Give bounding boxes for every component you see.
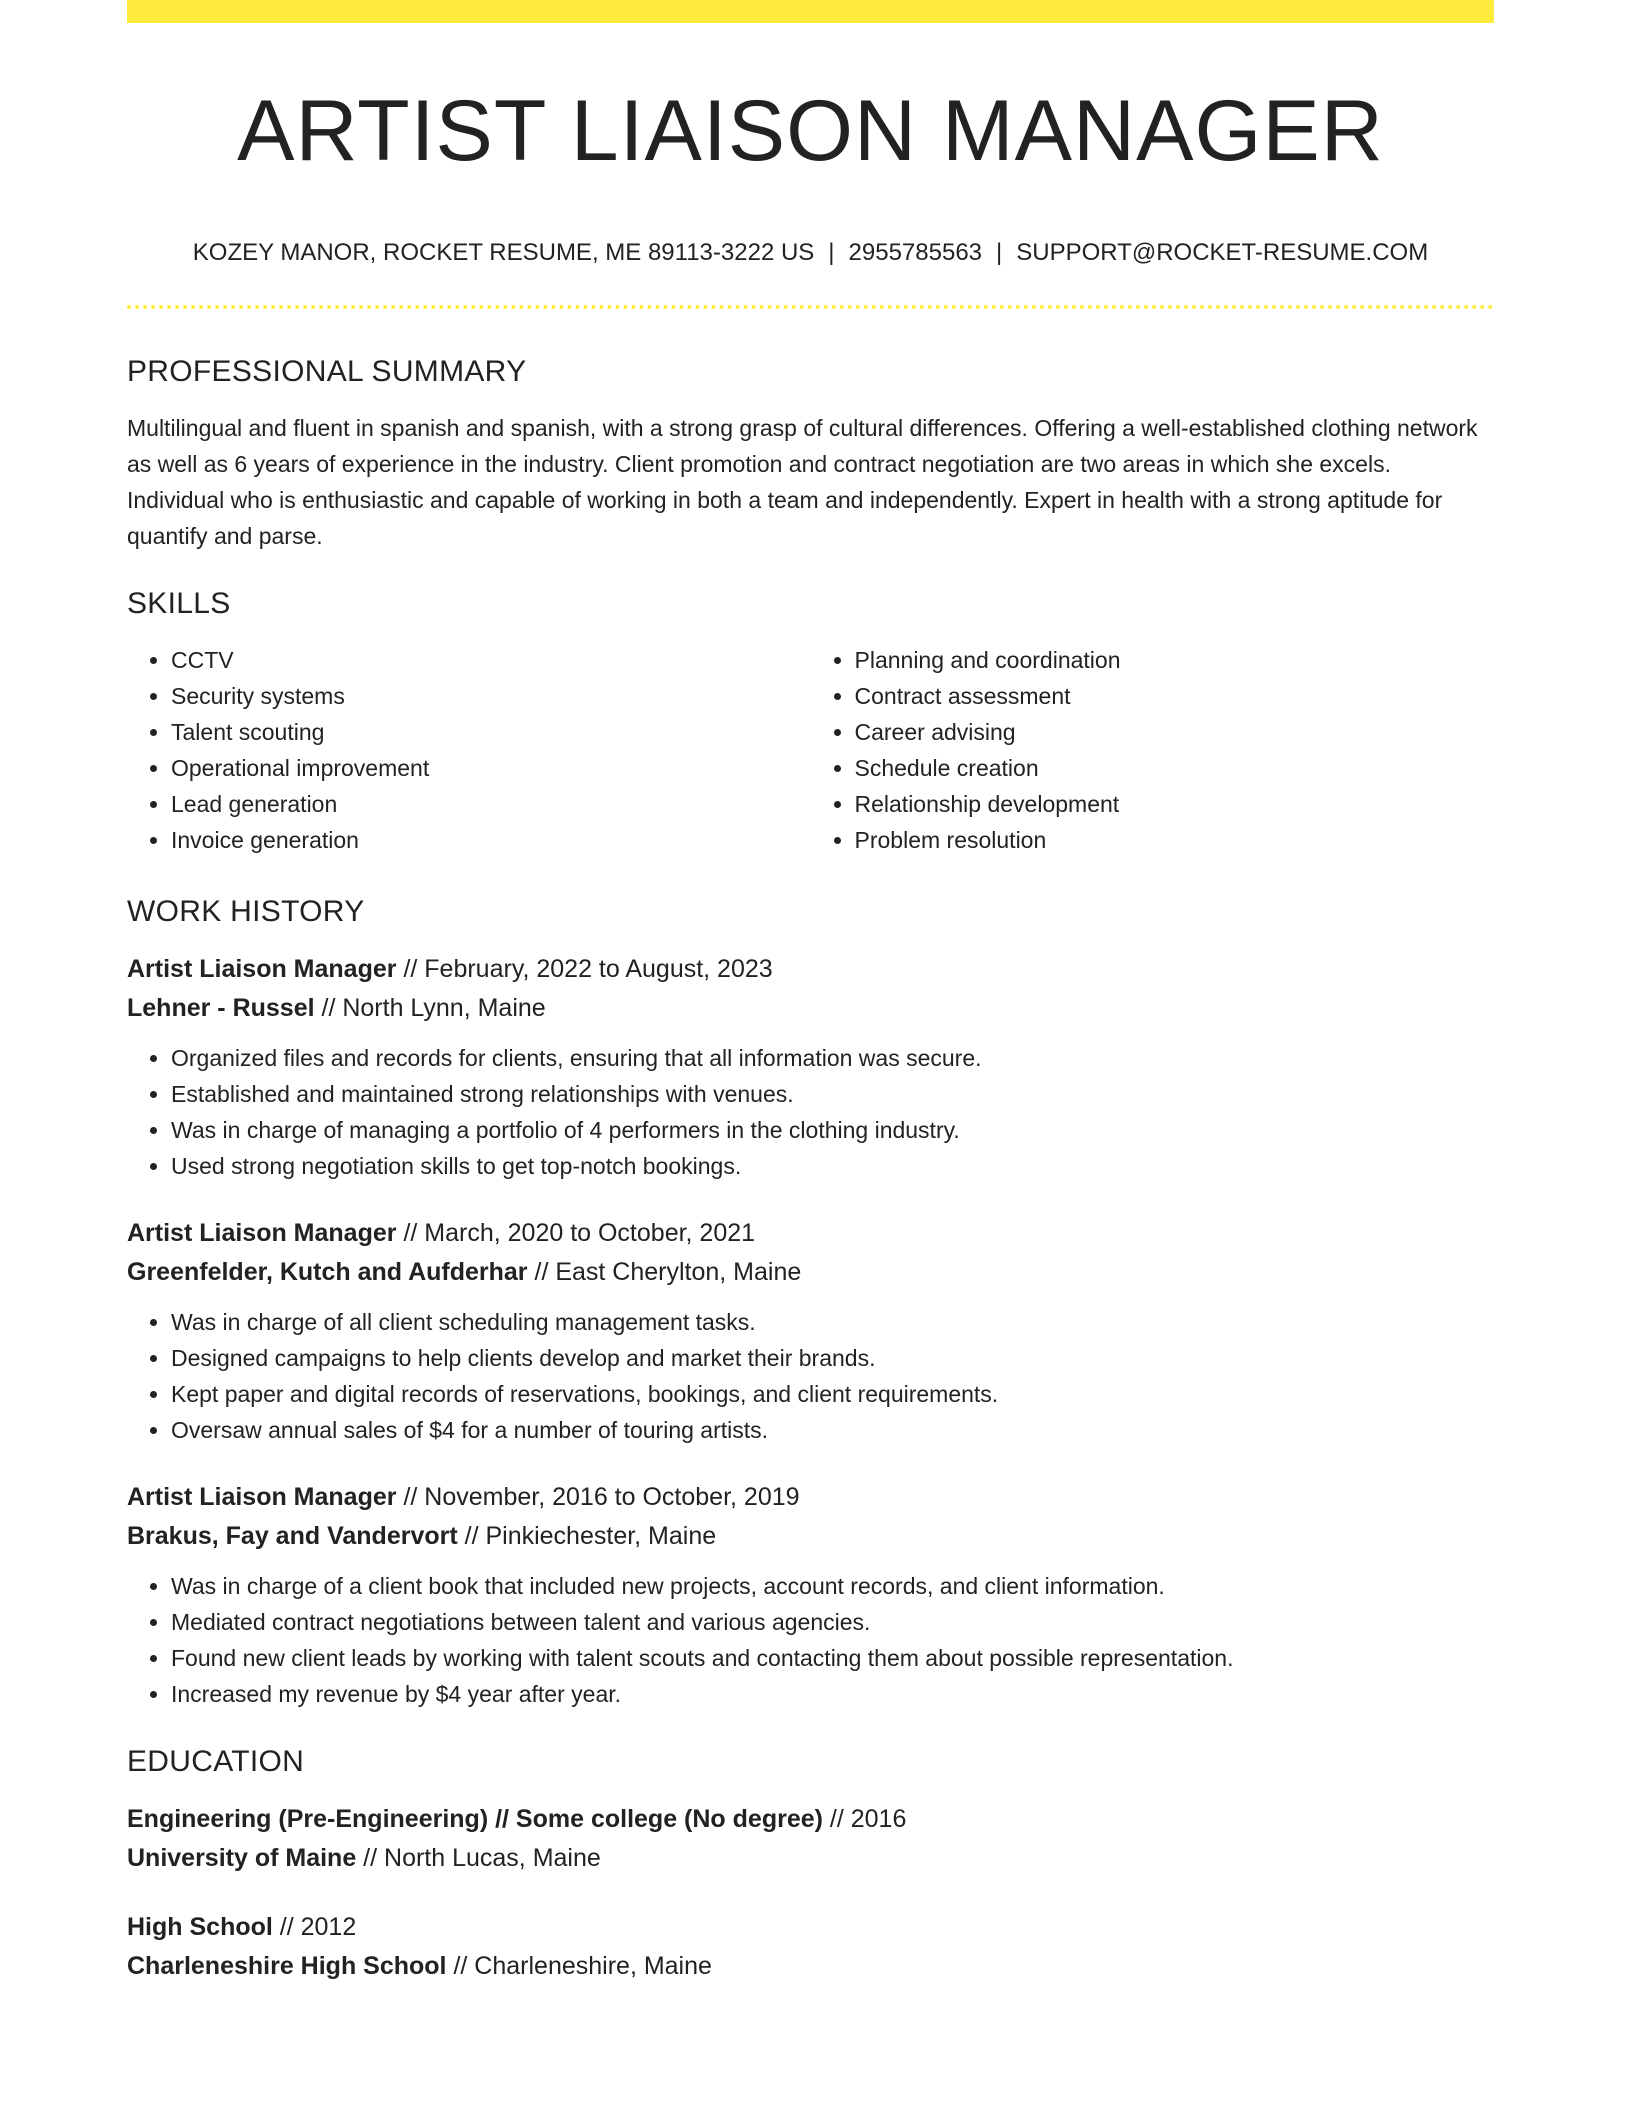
job-location: // Pinkiechester, Maine <box>457 1522 717 1550</box>
job-company: Brakus, Fay and Vandervort <box>127 1522 458 1550</box>
job-bullets <box>127 1568 1494 1712</box>
education-degree: High School <box>127 1913 273 1941</box>
education-school-line <box>127 1947 1494 1986</box>
summary-section <box>127 352 1494 554</box>
skill-item: • Lead generation <box>171 786 811 822</box>
contact-separator: | <box>828 239 835 266</box>
job-title: Artist Liaison Manager <box>127 1483 397 1511</box>
skills-section <box>127 584 1494 858</box>
job-bullet: • Was in charge of managing a portfolio of 4 performers in the clothing industry. <box>171 1112 1494 1148</box>
job-dates: // February, 2022 to August, 2023 <box>396 955 773 983</box>
job-title: Artist Liaison Manager <box>127 955 397 983</box>
job-company: Greenfelder, Kutch and Aufderhar <box>127 1258 528 1286</box>
job-company-line <box>127 1517 1494 1556</box>
job-bullets <box>127 1304 1494 1448</box>
job-bullet: • Used strong negotiation skills to get top-notch bookings. <box>171 1148 1494 1184</box>
job-bullets <box>127 1040 1494 1184</box>
job-bullet: • Oversaw annual sales of $4 for a number of touring artists. <box>171 1412 1494 1448</box>
job-location: // North Lynn, Maine <box>314 994 546 1022</box>
education-school-line <box>127 1839 1494 1878</box>
job-dates: // March, 2020 to October, 2021 <box>396 1219 756 1247</box>
job-title-line <box>127 1214 1494 1253</box>
dotted-divider <box>127 305 1494 309</box>
skill-item: • Security systems <box>171 678 811 714</box>
education-location: // North Lucas, Maine <box>356 1844 601 1872</box>
job-company-line <box>127 1253 1494 1292</box>
job-company: Lehner - Russel <box>127 994 315 1022</box>
education-entry <box>127 1800 1494 1878</box>
education-year: // 2016 <box>822 1805 907 1833</box>
education-degree-line <box>127 1908 1494 1947</box>
work-history-heading: WORK HISTORY <box>127 895 365 928</box>
job-company-line <box>127 989 1494 1028</box>
job-title-line <box>127 950 1494 989</box>
education-location: // Charleneshire, Maine <box>446 1952 712 1980</box>
skill-item: • Schedule creation <box>855 750 1495 786</box>
accent-bar <box>127 0 1494 23</box>
education-degree-line <box>127 1800 1494 1839</box>
resume-title: ARTIST LIAISON MANAGER <box>237 83 1384 179</box>
skills-left-list <box>127 642 811 858</box>
summary-text: Multilingual and fluent in spanish and spanish, with a strong grasp of cultural differences. Offering a well-established clothing network as well as 6 years of experience in the industry. Client promotion and contract negotiation are two areas in which she excels. Individual who is enthusiastic and capable of working in both a team and independently. Expert in health with a strong aptitude for quantify and parse. <box>127 415 1478 549</box>
skill-item: • Planning and coordination <box>855 642 1495 678</box>
job-bullet: • Increased my revenue by $4 year after year. <box>171 1676 1494 1712</box>
job-entry <box>127 950 1494 1184</box>
skill-item: • Talent scouting <box>171 714 811 750</box>
skills-columns <box>127 642 1494 858</box>
education-entry <box>127 1908 1494 1986</box>
job-entry <box>127 1214 1494 1448</box>
skills-right-list <box>811 642 1495 858</box>
contact-line <box>127 236 1494 270</box>
contact-address: KOZEY MANOR, ROCKET RESUME, ME 89113-3222 US <box>192 239 815 266</box>
education-degree: Engineering (Pre-Engineering) // Some college (No degree) <box>127 1805 823 1833</box>
skill-item: • Career advising <box>855 714 1495 750</box>
education-school: Charleneshire High School <box>127 1952 447 1980</box>
education-heading: EDUCATION <box>127 1745 305 1778</box>
job-bullet: • Established and maintained strong relationships with venues. <box>171 1076 1494 1112</box>
skill-item: • Operational improvement <box>171 750 811 786</box>
job-bullet: • Designed campaigns to help clients develop and market their brands. <box>171 1340 1494 1376</box>
job-bullet: • Was in charge of all client scheduling management tasks. <box>171 1304 1494 1340</box>
education-year: // 2012 <box>272 1913 357 1941</box>
education-school: University of Maine <box>127 1844 357 1872</box>
skill-item: • CCTV <box>171 642 811 678</box>
resume-content <box>127 352 1494 1986</box>
summary-heading: PROFESSIONAL SUMMARY <box>127 355 527 388</box>
skills-heading: SKILLS <box>127 587 231 620</box>
skill-item: • Relationship development <box>855 786 1495 822</box>
work-history-section <box>127 892 1494 1712</box>
skill-item: • Invoice generation <box>171 822 811 858</box>
job-bullet: • Kept paper and digital records of reservations, bookings, and client requirements. <box>171 1376 1494 1412</box>
job-bullet: • Mediated contract negotiations between talent and various agencies. <box>171 1604 1494 1640</box>
job-bullet: • Organized files and records for clients, ensuring that all information was secure. <box>171 1040 1494 1076</box>
job-bullet: • Was in charge of a client book that included new projects, account records, and client information. <box>171 1568 1494 1604</box>
job-location: // East Cherylton, Maine <box>527 1258 802 1286</box>
contact-email: SUPPORT@ROCKET-RESUME.COM <box>1016 239 1429 266</box>
contact-phone: 2955785563 <box>848 239 983 266</box>
job-title-line <box>127 1478 1494 1517</box>
skill-item: • Contract assessment <box>855 678 1495 714</box>
job-bullet: • Found new client leads by working with talent scouts and contacting them about possible representation. <box>171 1640 1494 1676</box>
education-section <box>127 1742 1494 1986</box>
skill-item: • Problem resolution <box>855 822 1495 858</box>
contact-separator: | <box>996 239 1003 266</box>
job-dates: // November, 2016 to October, 2019 <box>396 1483 800 1511</box>
job-entry <box>127 1478 1494 1712</box>
job-title: Artist Liaison Manager <box>127 1219 397 1247</box>
